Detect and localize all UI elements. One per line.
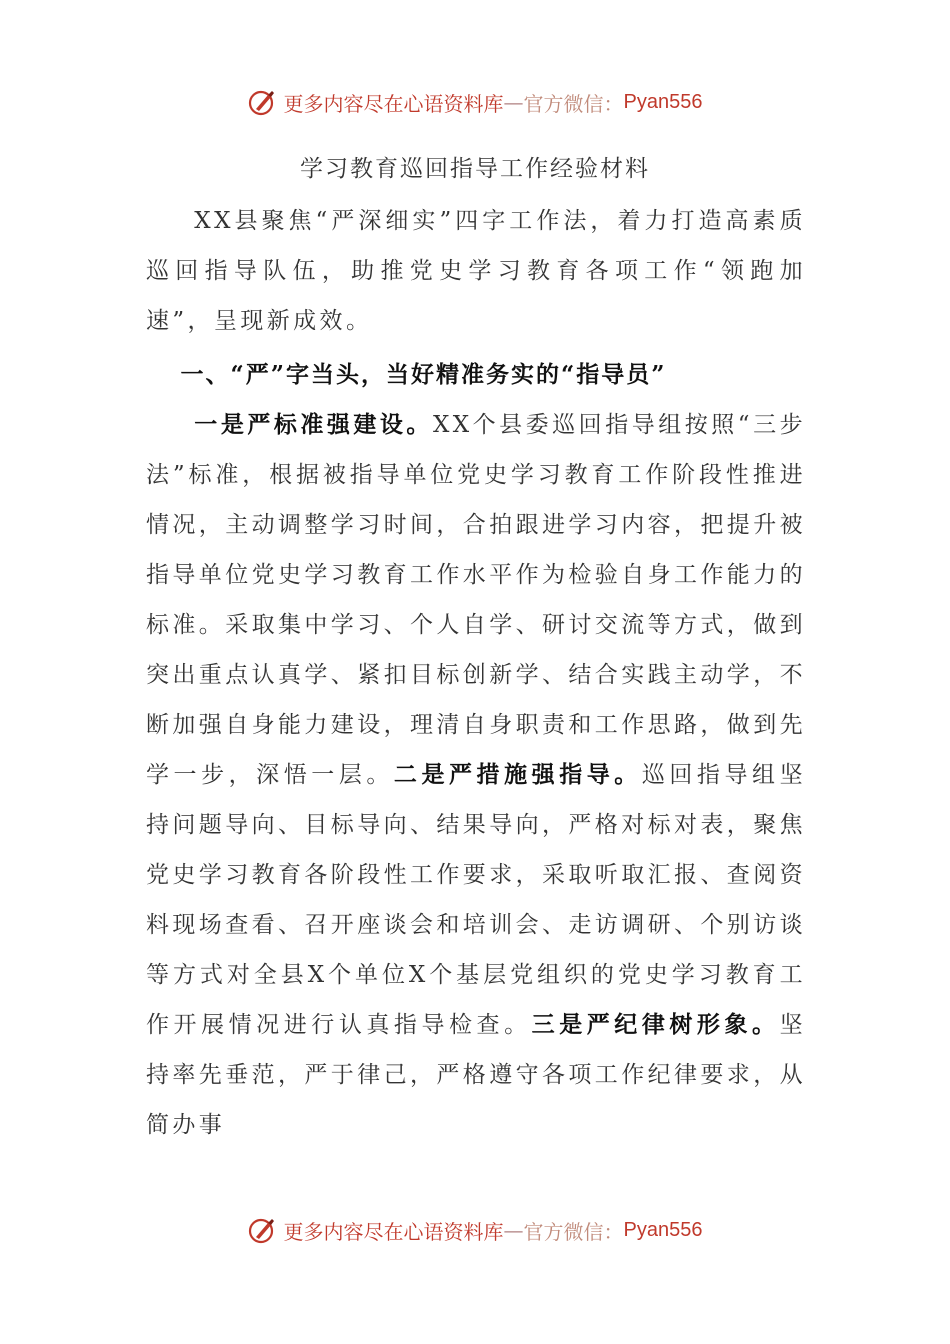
- pen-in-circle-icon: [248, 1215, 278, 1245]
- point-title-2: 二是严措施强指导。: [393, 761, 642, 788]
- body-paragraph: [146, 400, 806, 1150]
- watermark-brand: 更多内容尽在心语资料库: [283, 1219, 504, 1244]
- watermark-wechat-id: Pyan556: [623, 90, 703, 113]
- point-text-2: 巡回指导组坚持问题导向、目标导向、结果导向，严格对标对表，聚焦党史学习教育各阶段性工作要求，采取听取汇报、查阅资料现场查看、召开座谈会和培训会、走访调研、个别访谈等方式对全县X个单位X个基层党组织的党史学习教育工作开展情况进行认真指导检查。: [146, 762, 806, 1038]
- intro-paragraph: XX县聚焦“严深细实”四字工作法，着力打造高素质巡回指导队伍，助推党史学习教育各项工作“领跑加速”，呈现新成效。: [146, 208, 806, 334]
- point-title-1: 一是严标准强建设。: [194, 411, 433, 438]
- watermark-wechat-id: Pyan556: [623, 1218, 703, 1241]
- watermark-brand: 更多内容尽在心语资料库: [283, 91, 504, 116]
- section-heading: 一、“严”字当头，当好精准务实的“指导员”: [180, 361, 667, 388]
- document-title: 学习教育巡回指导工作经验材料: [300, 156, 650, 182]
- point-title-3: 三是严纪律树形象。: [531, 1011, 780, 1038]
- watermark-separator: —: [503, 1218, 524, 1242]
- pen-in-circle-icon: [248, 87, 278, 117]
- watermark-wechat-label: 官方微信：: [523, 91, 624, 116]
- watermark-wechat-label: 官方微信：: [523, 1219, 624, 1244]
- header-watermark: [0, 82, 950, 122]
- point-text-3: 坚持率先垂范，严于律己，严格遵守各项工作纪律要求，从简办事: [146, 1012, 806, 1138]
- point-text-1: XX个县委巡回指导组按照“三步法”标准，根据被指导单位党史学习教育工作阶段性推进情况，主动调整学习时间，合拍跟进学习内容，把提升被指导单位党史学习教育工作水平作为检验自身工作能力的标准。采取集中学习、个人自学、研讨交流等方式，做到突出重点认真学、紧扣目标创新学、结合实践主动学，不断加强自身能力建设，理清自身职责和工作思路，做到先学一步，深悟一层。: [146, 412, 806, 788]
- document-body: [146, 196, 806, 1150]
- watermark-separator: —: [503, 90, 524, 114]
- footer-watermark: [0, 1210, 950, 1250]
